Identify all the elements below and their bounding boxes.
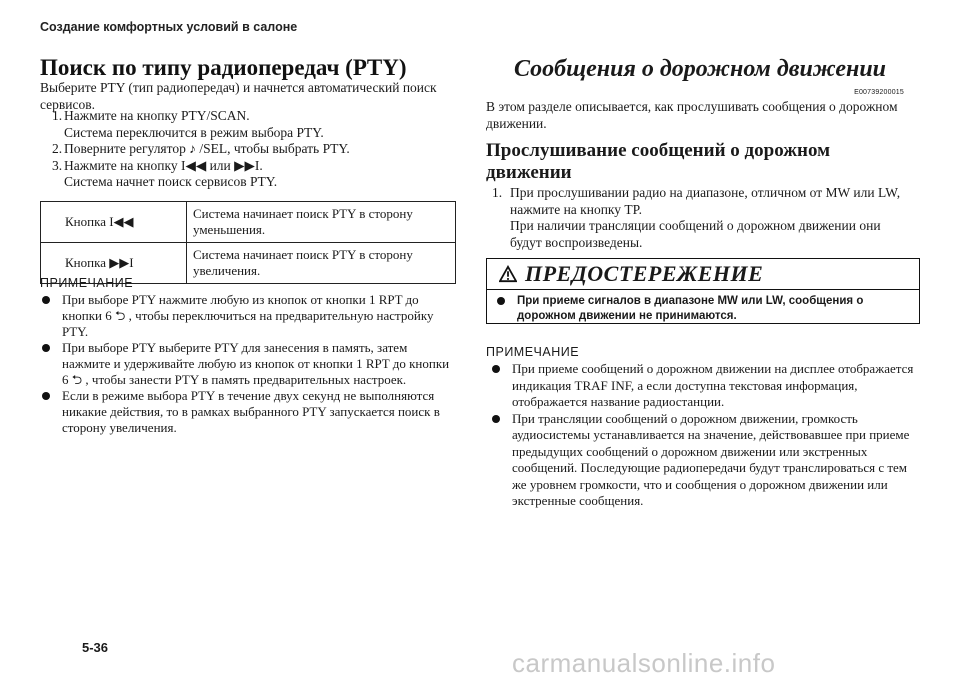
step-number: 1. (52, 108, 63, 123)
note-text: При приеме сообщений о дорожном движении на дисплее отображается индикация TRAF INF, а если доступна текстовая информация, отображается название радиостанции. (512, 361, 914, 409)
traffic-notes (490, 361, 918, 510)
warning-text: При приеме сигналов в диапазоне MW или LW, сообщения о дорожном движении не принимаются. (517, 295, 864, 322)
warning-box (486, 258, 920, 324)
traffic-intro: В этом разделе описывается, как прослушивать сообщения о дорожном движении. (486, 99, 898, 131)
step-1 (52, 108, 470, 141)
list-item (40, 388, 458, 436)
bullet-icon (490, 411, 512, 510)
warning-item (487, 290, 919, 324)
step-subtext: Система переключится в режим выбора PTY. (64, 124, 324, 140)
note-text: При выборе PTY выберите PTY для занесения в память, затем нажмите и удерживайте любую из кнопок от кнопки 1 RPT до кнопки 6 ⮌ , чтобы занести PTY в память предварительных настроек. (62, 340, 450, 387)
notes-title: ПРИМЕЧАНИЕ (40, 276, 134, 290)
step-text: При прослушивании радио на диапазоне, отличном от MW или LW, нажмите на кнопку TP. (510, 185, 901, 217)
left-page (40, 0, 470, 678)
table-key: Кнопка I◀◀ (41, 202, 187, 243)
step-text: Поверните регулятор ♪ /SEL, чтобы выбрать PTY. (64, 141, 350, 156)
step-2 (52, 141, 470, 158)
list-item (40, 292, 458, 340)
traffic-step-1 (492, 185, 912, 251)
watermark-logo: carmanualsonline.info (512, 648, 776, 678)
pty-section-title: Поиск по типу радиопередач (PTY) (40, 55, 407, 80)
list-item (490, 411, 918, 510)
table-key: Кнопка ▶▶I (41, 243, 187, 284)
pty-notes (40, 292, 458, 436)
notes-title: ПРИМЕЧАНИЕ (486, 345, 580, 359)
note-text: Если в режиме выбора PTY в течение двух секунд не выполняются никакие действия, то в рамках выбранного PTY запускается поиск в сторону увеличения. (62, 388, 440, 435)
warning-header (487, 259, 919, 290)
pty-intro: Выберите PTY (тип радиопередач) и начнется автоматический поиск сервисов. (40, 80, 437, 112)
table-value: Система начинает поиск PTY в сторону уменьшения. (187, 202, 456, 243)
traffic-section-title: Сообщения о дорожном движении (514, 56, 887, 82)
note-text: При выборе PTY нажмите любую из кнопок от кнопки 1 RPT до кнопки 6 ⮌ , чтобы переключиться на предварительную настройку PTY. (62, 292, 434, 339)
running-header: Создание комфортных условий в салоне (40, 20, 298, 34)
bullet-icon (490, 361, 512, 411)
bullet-icon (40, 292, 62, 340)
bullet-icon (40, 388, 62, 436)
right-page (486, 0, 926, 678)
bullet-icon (495, 294, 517, 324)
warning-title: ПРЕДОСТЕРЕЖЕНИЕ (525, 261, 764, 286)
step-number: 2. (52, 141, 63, 156)
page-number: 5-36 (82, 640, 109, 655)
table-row (41, 202, 456, 243)
pty-button-table (40, 201, 456, 284)
bullet-icon (40, 340, 62, 388)
step-subtext: Система начнет поиск сервисов PTY. (64, 174, 278, 189)
warning-icon (499, 265, 517, 283)
list-item (40, 340, 458, 388)
list-item (490, 361, 918, 411)
step-number: 1. (492, 185, 503, 200)
step-text: Нажмите на кнопку PTY/SCAN. (64, 108, 250, 123)
document-code: E00739200015 (854, 89, 904, 96)
traffic-subtitle: Прослушивание сообщений о дорожном движении (486, 140, 831, 183)
table-value: Система начинает поиск PTY в сторону увеличения. (187, 243, 456, 284)
pty-steps (52, 108, 470, 191)
step-number: 3. (52, 157, 63, 173)
step-subtext: При наличии трансляции сообщений о дорожном движении они будут воспроизведены. (510, 218, 881, 250)
step-3 (52, 158, 470, 191)
step-text: Нажмите на кнопку I◀◀ или ▶▶I. (64, 157, 263, 173)
note-text: При трансляции сообщений о дорожном движении, громкость аудиосистемы устанавливается на значение, действовавшее при приеме предыдущих сообщений о дорожном движении или экстренных сообщений. Последующие радиопередачи будут транслироваться с тем же уровнем громкости, что и сообщения о дорожном движении или экстренные сообщения. (512, 410, 910, 508)
